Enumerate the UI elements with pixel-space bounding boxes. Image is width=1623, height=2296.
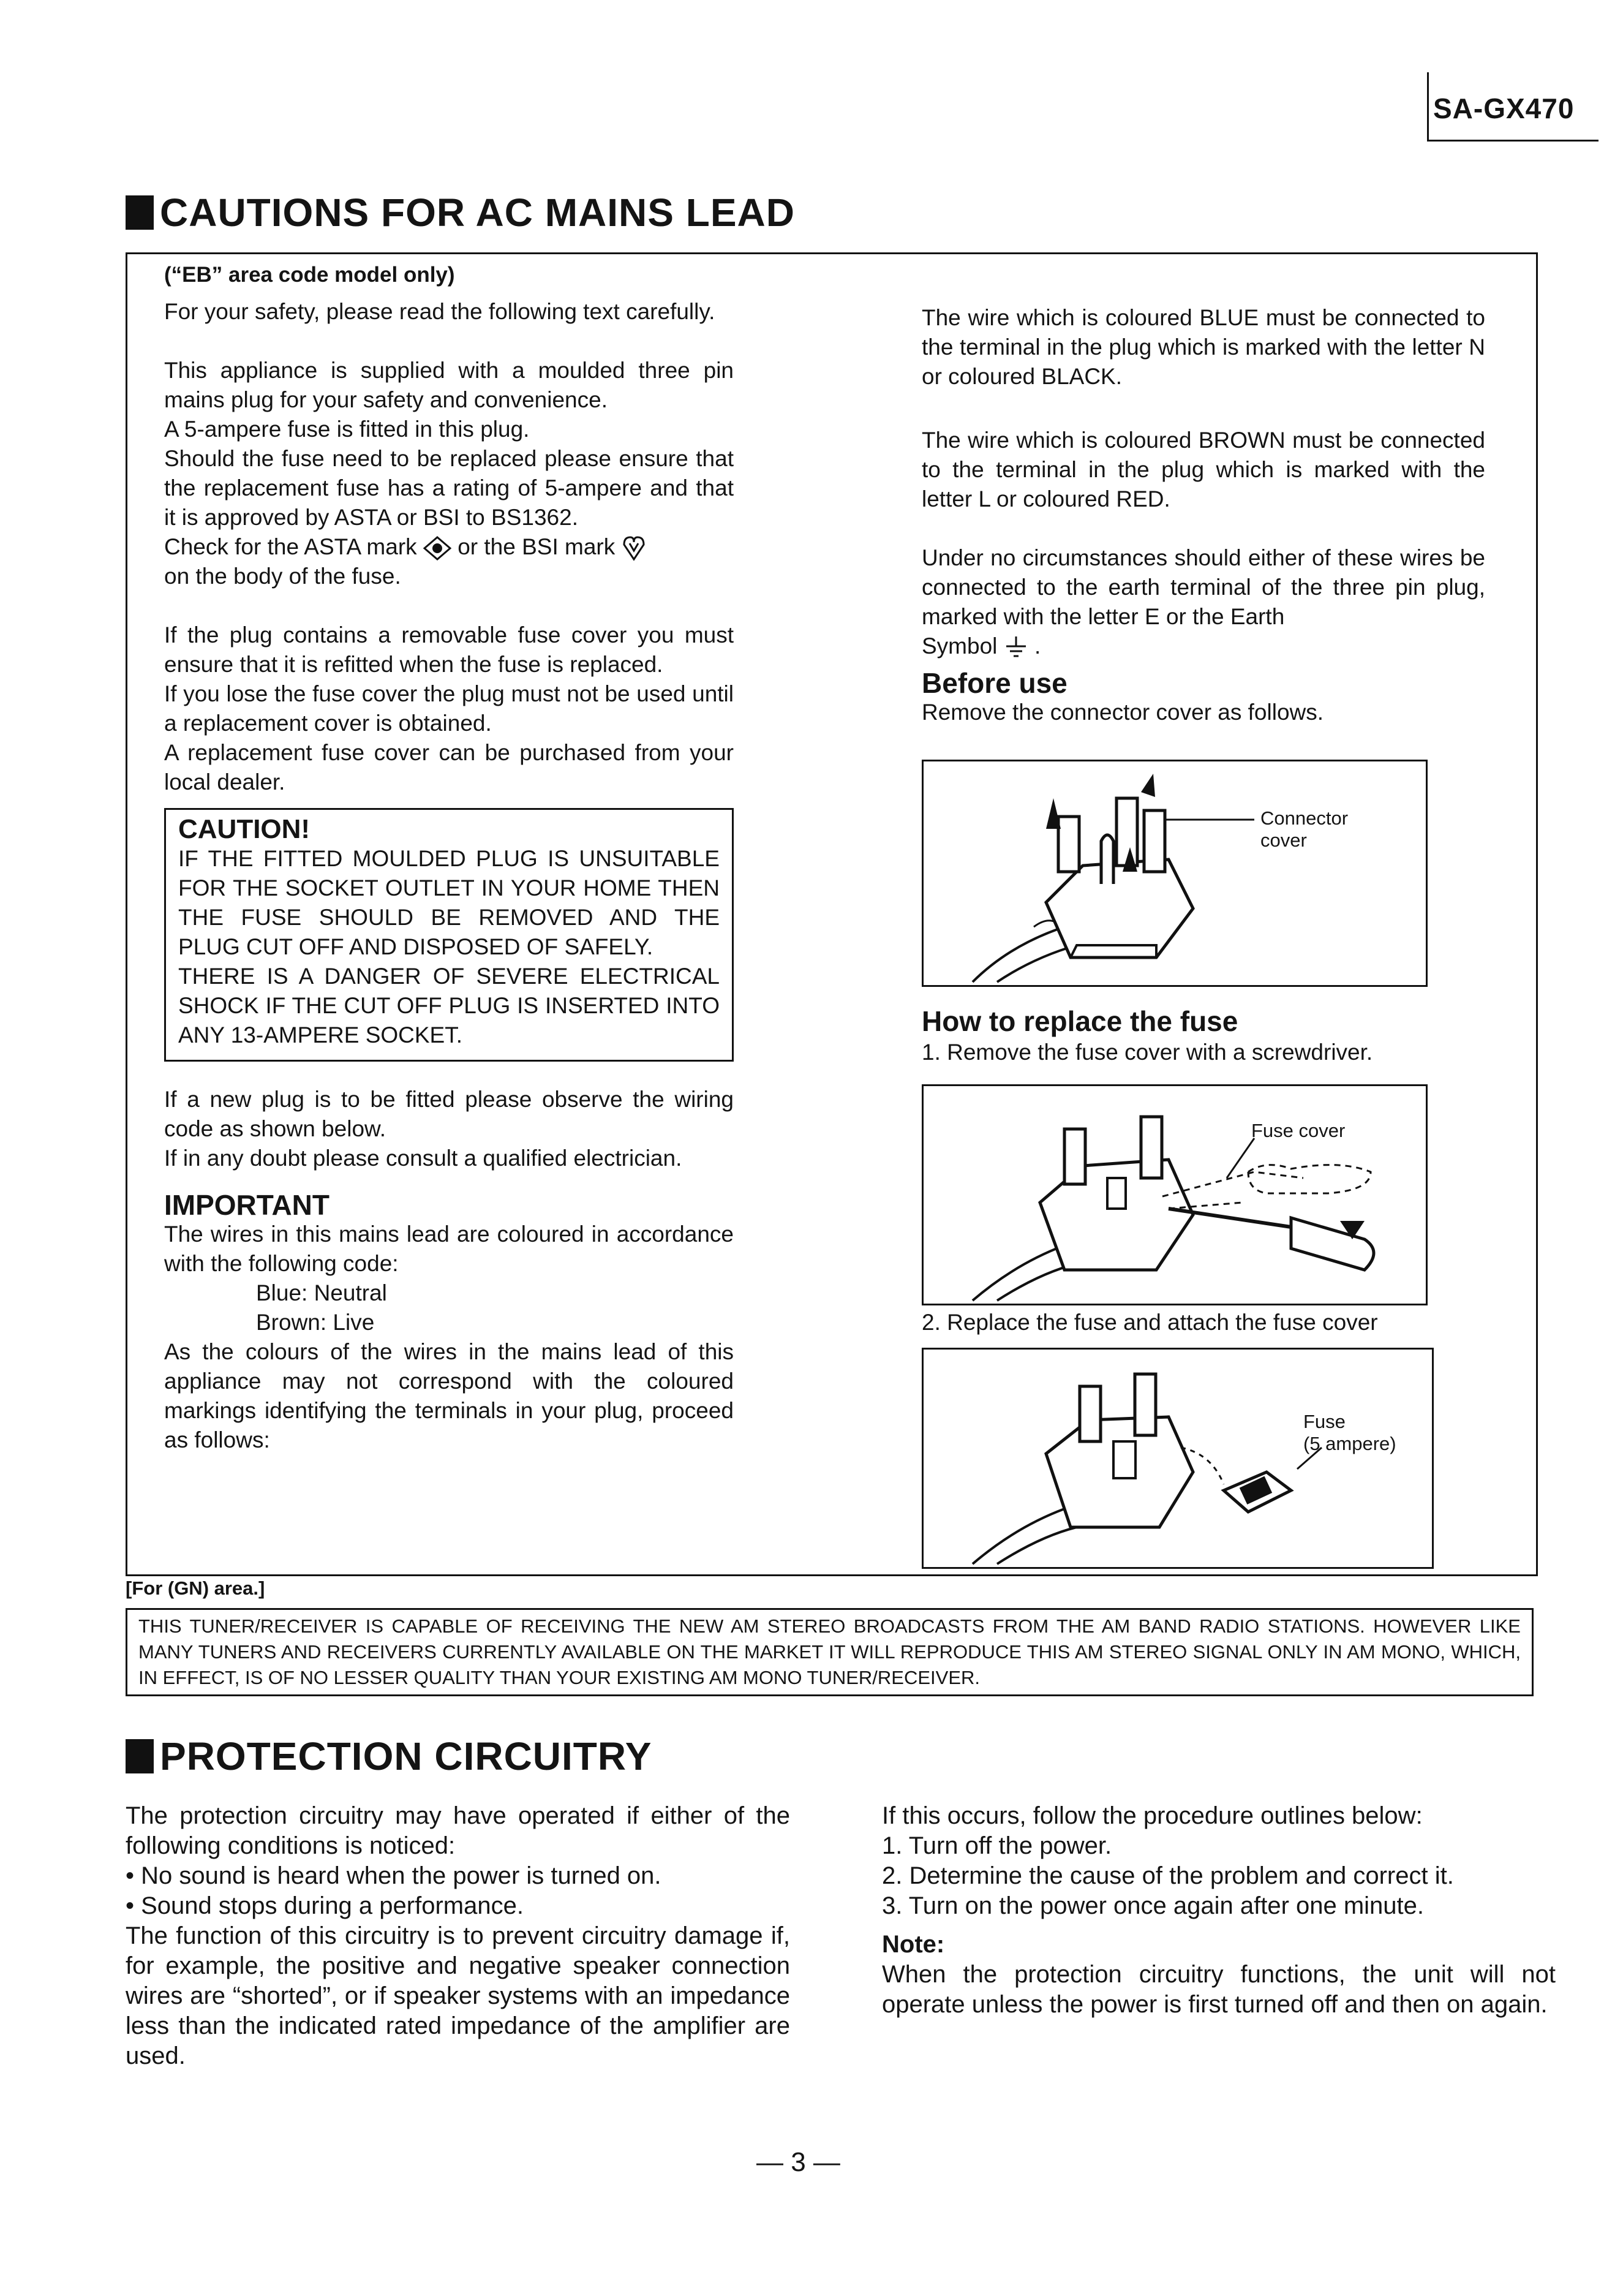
asta-mark-icon (423, 536, 451, 561)
caution-box (164, 808, 734, 1062)
procedure-step-2: 2. Determine the cause of the problem and correct it. (882, 1862, 1454, 1889)
fuse-cover-label: Fuse cover (1251, 1120, 1346, 1141)
fuse-replacement-illustration (924, 1350, 1432, 1567)
important-text-1: The wires in this mains lead are coloured in accordance with the following code: (164, 1222, 734, 1277)
fuse-cover-paragraph-3: A replacement fuse cover can be purchased from your local dealer. (164, 740, 734, 795)
new-plug-paragraph: If a new plug is to be fitted please observe the wiring code as shown below. (164, 1087, 734, 1142)
header-rule-horizontal (1427, 140, 1599, 142)
note-text: When the protection circuitry functions, the unit will not operate unless the power is first turned off and then on again. (882, 1961, 1556, 2018)
model-number: SA-GX470 (1433, 93, 1575, 124)
intro-paragraph: For your safety, please read the following text carefully. (164, 299, 715, 324)
caution-text-1: IF THE FITTED MOULDED PLUG IS UNSUITABLE FOR THE SOCKET OUTLET IN YOUR HOME THEN THE FUSE SHOULD BE REMOVED AND THE PLUG CUT OFF AND DISPOSED OF SAFELY. (178, 846, 720, 960)
caution-title: CAUTION! (178, 814, 311, 845)
important-text-2: As the colours of the wires in the mains lead of this appliance may not correspond with the coloured markings identifying the terminals in your plug, proceed as follows: (164, 1339, 734, 1453)
blue-wire-paragraph: The wire which is coloured BLUE must be connected to the terminal in the plug which is marked with the letter N or coloured BLACK. (922, 305, 1485, 389)
protection-body: The function of this circuitry is to prevent circuitry damage if, for example, the positive and negative speaker connection wires are “shorted”, or if speaker systems with an impedance less than the indicated rated impedance of the amplifier are used. (126, 1922, 790, 2069)
screwdriver-fuse-illustration (924, 1086, 1426, 1304)
plug-connector-illustration (924, 761, 1426, 985)
protection-title-row (126, 1734, 652, 1779)
protection-bullet-1: • No sound is heard when the power is turned on. (126, 1862, 661, 1889)
cautions-title: CAUTIONS FOR AC MAINS LEAD (160, 191, 795, 235)
fuse-cover-paragraph-2: If you lose the fuse cover the plug must not be used until a replacement cover is obtained. (164, 681, 734, 736)
figure-connector-cover (922, 760, 1428, 987)
plug-paragraph-1: This appliance is supplied with a moulded three pin mains plug for your safety and convenience. (164, 358, 734, 412)
asta-check-text: Check for the ASTA mark (164, 534, 417, 559)
figure-fuse-replacement (922, 1348, 1434, 1569)
replace-step-2: 2. Replace the fuse and attach the fuse cover (922, 1310, 1378, 1335)
plug-paragraph-2: A 5-ampere fuse is fitted in this plug. (164, 417, 530, 442)
gn-notice-box (126, 1608, 1534, 1696)
protection-bullet-2: • Sound stops during a performance. (126, 1892, 524, 1919)
bsi-kitemark-icon (622, 535, 646, 562)
mark-line (164, 532, 734, 562)
bsi-check-text: or the BSI mark (458, 534, 616, 559)
header-rule-vertical (1427, 72, 1429, 141)
code-brown-live: Brown: Live (256, 1310, 375, 1335)
cautions-title-row (126, 190, 795, 235)
replace-fuse-section (922, 1005, 1485, 1067)
figure-fuse-cover-removal (922, 1084, 1428, 1305)
cautions-right-column (922, 303, 1485, 727)
procedure-intro: If this occurs, follow the procedure outlines below: (882, 1802, 1423, 1829)
page-number: — 3 — (756, 2147, 840, 2177)
plug-paragraph-3: Should the fuse need to be replaced please ensure that the replacement fuse has a rating of 5-ampere and that it is approved by ASTA or BSI to BS1362. (164, 446, 734, 530)
before-use-text: Remove the connector cover as follows. (922, 700, 1324, 725)
electrician-paragraph: If in any doubt please consult a qualified electrician. (164, 1146, 682, 1171)
cover-label: cover (1260, 829, 1307, 851)
earth-symbol-icon (1004, 635, 1028, 660)
fuse-cover-paragraph-1: If the plug contains a removable fuse cover you must ensure that it is refitted when the fuse is replaced. (164, 622, 734, 678)
gn-notice-text: THIS TUNER/RECEIVER IS CAPABLE OF RECEIVING THE NEW AM STEREO BROADCASTS FROM THE AM BAND RADIO STATIONS. HOWEVER LIKE MANY TUNERS AND RECEIVERS CURRENTLY AVAILABLE ON THE MARKET IT WILL REPRODUCE THIS AM STEREO SIGNAL ONLY IN AM MONO, WHICH, IN EFFECT, IS OF NO LESSER QUALITY THAN YOUR EXISTING AM MONO TUNER/RECEIVER. (138, 1615, 1521, 1688)
code-blue-neutral: Blue: Neutral (256, 1280, 387, 1306)
protection-intro: The protection circuitry may have operated if either of the following conditions is noticed: (126, 1802, 790, 1859)
area-note: (“EB” area code model only) (164, 263, 455, 287)
gn-area-label: [For (GN) area.] (126, 1577, 265, 1599)
procedure-step-3: 3. Turn on the power once again after one minute. (882, 1892, 1425, 1919)
fuse-body-text: on the body of the fuse. (164, 564, 401, 589)
brown-wire-paragraph: The wire which is coloured BROWN must be connected to the terminal in the plug which is marked with the letter L or coloured RED. (922, 428, 1485, 512)
fuse-ampere-label: (5 ampere) (1303, 1433, 1396, 1454)
earth-paragraph: Under no circumstances should either of these wires be connected to the earth terminal of the three pin plug, marked with the letter E or the Earth (922, 545, 1485, 629)
procedure-step-1: 1. Turn off the power. (882, 1832, 1112, 1859)
section-bullet-square (126, 1739, 154, 1773)
connector-label: Connector (1260, 807, 1349, 829)
cautions-left-column (164, 260, 734, 1455)
earth-symbol-text: Symbol (922, 633, 998, 659)
caution-text-2: THERE IS A DANGER OF SEVERE ELECTRICAL SHOCK IF THE CUT OFF PLUG IS INSERTED INTO ANY 13-AMPERE SOCKET. (178, 964, 720, 1048)
section-bullet-square (126, 195, 154, 230)
protection-left-column (126, 1801, 790, 2071)
replace-fuse-title: How to replace the fuse (922, 1005, 1238, 1037)
protection-title: PROTECTION CIRCUITRY (160, 1734, 652, 1778)
fuse-label: Fuse (1303, 1411, 1346, 1432)
note-title: Note: (882, 1931, 945, 1958)
important-title: IMPORTANT (164, 1189, 330, 1222)
before-use-title: Before use (922, 667, 1068, 699)
protection-right-column (882, 1801, 1556, 2020)
earth-symbol-line: Symbol . (922, 632, 1485, 661)
replace-step-1: 1. Remove the fuse cover with a screwdriver. (922, 1040, 1373, 1065)
